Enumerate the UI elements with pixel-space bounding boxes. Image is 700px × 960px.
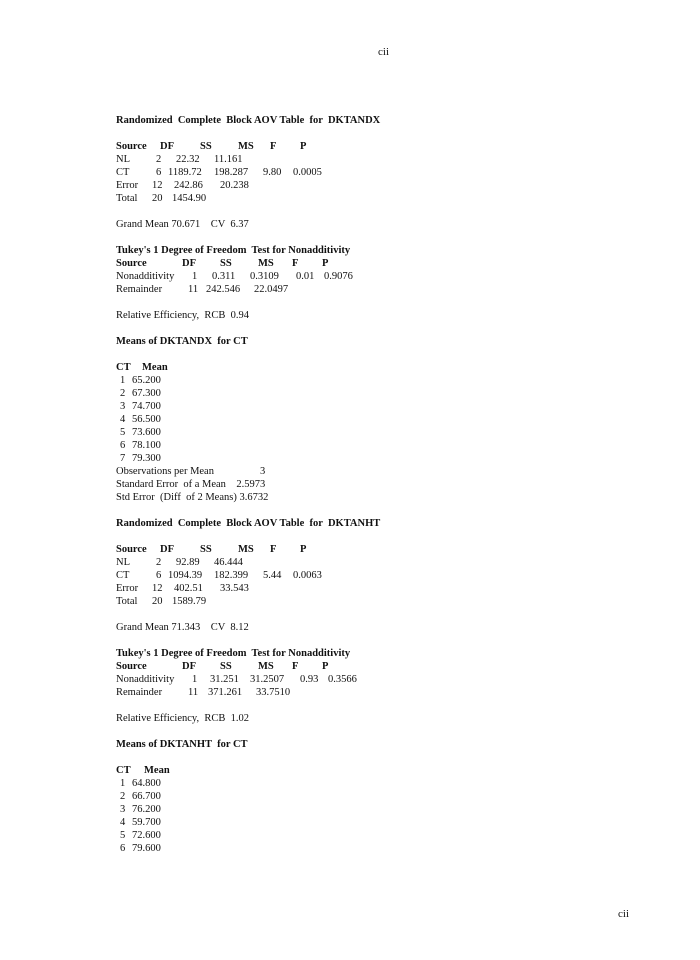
grand-mean: Grand Mean 70.671 CV 6.37 bbox=[116, 219, 249, 230]
means-row bbox=[116, 439, 636, 452]
tukey-cell: 22.0497 bbox=[254, 284, 289, 295]
aov-cell: 1454.90 bbox=[172, 193, 207, 204]
aov-header-cell: P bbox=[300, 544, 307, 555]
aov-cell: 182.399 bbox=[214, 570, 249, 581]
tukey-cell: Remainder bbox=[116, 284, 163, 295]
aov-header-cell: DF bbox=[160, 141, 174, 152]
relative-efficiency: Relative Efficiency, RCB 1.02 bbox=[116, 713, 249, 724]
aov-title: Randomized Complete Block AOV Table for DKTANHT bbox=[116, 518, 381, 529]
obs-per-mean-label: Observations per Mean bbox=[116, 466, 214, 477]
aov-cell: 402.51 bbox=[174, 583, 203, 594]
means-cell: 2 bbox=[120, 791, 126, 802]
means-cell: 67.300 bbox=[132, 388, 161, 399]
aov-cell: 92.89 bbox=[176, 557, 200, 568]
means-cell: 78.100 bbox=[132, 440, 161, 451]
aov-cell: 1589.79 bbox=[172, 596, 207, 607]
aov-row bbox=[116, 153, 636, 166]
means-cell: 76.200 bbox=[132, 804, 161, 815]
means-row bbox=[116, 413, 636, 426]
aov-row bbox=[116, 192, 636, 205]
means-cell: 1 bbox=[120, 778, 126, 789]
aov-header-row bbox=[116, 543, 636, 556]
tukey-cell: 31.2507 bbox=[250, 674, 285, 685]
means-cell: 79.600 bbox=[132, 843, 161, 854]
aov-header-cell: Source bbox=[116, 544, 147, 555]
means-cell: 65.200 bbox=[132, 375, 161, 386]
means-row bbox=[116, 842, 636, 855]
aov-row bbox=[116, 582, 636, 595]
tukey-cell: 0.3109 bbox=[250, 271, 279, 282]
tukey-header-cell: Source bbox=[116, 661, 147, 672]
means-cell: 3 bbox=[120, 401, 126, 412]
tukey-header-cell: P bbox=[322, 258, 329, 269]
tukey-cell: 31.251 bbox=[210, 674, 239, 685]
tukey-header-cell: DF bbox=[182, 661, 196, 672]
means-cell: 1 bbox=[120, 375, 126, 386]
means-title: Means of DKTANDX for CT bbox=[116, 336, 248, 347]
aov-cell: 20.238 bbox=[220, 180, 249, 191]
aov-row bbox=[116, 556, 636, 569]
tukey-cell: 33.7510 bbox=[256, 687, 291, 698]
aov-header-cell: P bbox=[300, 141, 307, 152]
tukey-header-cell: MS bbox=[258, 258, 274, 269]
aov-cell: 6 bbox=[156, 167, 162, 178]
aov-cell: 20 bbox=[152, 193, 163, 204]
aov-cell: Error bbox=[116, 583, 139, 594]
aov-cell: 0.0063 bbox=[293, 570, 322, 581]
aov-cell: 1094.39 bbox=[168, 570, 203, 581]
tukey-header-row bbox=[116, 660, 636, 673]
means-header-cell: Mean bbox=[144, 765, 170, 776]
tukey-cell: 0.01 bbox=[296, 271, 315, 282]
means-cell: 59.700 bbox=[132, 817, 161, 828]
means-cell: 66.700 bbox=[132, 791, 161, 802]
tukey-cell: 0.3566 bbox=[328, 674, 357, 685]
aov-header-cell: MS bbox=[238, 544, 254, 555]
means-cell: 6 bbox=[120, 440, 126, 451]
means-cell: 64.800 bbox=[132, 778, 161, 789]
relative-efficiency: Relative Efficiency, RCB 0.94 bbox=[116, 310, 249, 321]
means-row bbox=[116, 816, 636, 829]
tukey-row bbox=[116, 283, 636, 296]
aov-cell: CT bbox=[116, 167, 130, 178]
means-header-cell: Mean bbox=[142, 362, 168, 373]
aov-cell: Total bbox=[116, 596, 138, 607]
means-cell: 72.600 bbox=[132, 830, 161, 841]
aov-cell: Total bbox=[116, 193, 138, 204]
tukey-header-cell: F bbox=[292, 661, 299, 672]
means-title: Means of DKTANHT for CT bbox=[116, 739, 248, 750]
means-row bbox=[116, 452, 636, 465]
means-cell: 3 bbox=[120, 804, 126, 815]
tukey-row bbox=[116, 686, 636, 699]
means-row bbox=[116, 790, 636, 803]
aov-title: Randomized Complete Block AOV Table for DKTANDX bbox=[116, 115, 381, 126]
tukey-title: Tukey's 1 Degree of Freedom Test for Nonadditivity bbox=[116, 245, 351, 256]
aov-cell: 12 bbox=[152, 180, 163, 191]
aov-row bbox=[116, 569, 636, 582]
tukey-header-cell: SS bbox=[220, 661, 232, 672]
tukey-cell: 1 bbox=[192, 674, 198, 685]
tukey-cell: Nonadditivity bbox=[116, 271, 175, 282]
aov-cell: NL bbox=[116, 154, 130, 165]
tukey-cell: Remainder bbox=[116, 687, 163, 698]
means-cell: 5 bbox=[120, 427, 126, 438]
aov-cell: 2 bbox=[156, 154, 162, 165]
section-dktanht bbox=[116, 517, 636, 855]
means-cell: 73.600 bbox=[132, 427, 161, 438]
tukey-header-cell: F bbox=[292, 258, 299, 269]
aov-header-cell: MS bbox=[238, 141, 254, 152]
aov-header-cell: F bbox=[270, 544, 277, 555]
tukey-title: Tukey's 1 Degree of Freedom Test for Nonadditivity bbox=[116, 648, 351, 659]
means-header-row bbox=[116, 764, 636, 777]
means-row bbox=[116, 426, 636, 439]
means-cell: 4 bbox=[120, 817, 126, 828]
means-cell: 2 bbox=[120, 388, 126, 399]
aov-cell: 33.543 bbox=[220, 583, 249, 594]
std-error: Standard Error of a Mean 2.5973 bbox=[116, 479, 266, 490]
means-row bbox=[116, 400, 636, 413]
means-header-cell: CT bbox=[116, 362, 131, 373]
tukey-cell: 371.261 bbox=[208, 687, 243, 698]
means-cell: 5 bbox=[120, 830, 126, 841]
tukey-cell: Nonadditivity bbox=[116, 674, 175, 685]
tukey-cell: 242.546 bbox=[206, 284, 241, 295]
tukey-cell: 11 bbox=[188, 687, 199, 698]
aov-cell: NL bbox=[116, 557, 130, 568]
aov-row bbox=[116, 595, 636, 608]
aov-cell: CT bbox=[116, 570, 130, 581]
aov-cell: 198.287 bbox=[214, 167, 249, 178]
means-row bbox=[116, 387, 636, 400]
means-cell: 6 bbox=[120, 843, 126, 854]
tukey-row bbox=[116, 270, 636, 283]
aov-cell: 22.32 bbox=[176, 154, 200, 165]
means-header-row bbox=[116, 361, 636, 374]
aov-cell: 12 bbox=[152, 583, 163, 594]
means-row bbox=[116, 803, 636, 816]
tukey-cell: 0.93 bbox=[300, 674, 319, 685]
means-row bbox=[116, 777, 636, 790]
means-row bbox=[116, 374, 636, 387]
std-error-diff: Std Error (Diff of 2 Means) 3.6732 bbox=[116, 492, 269, 503]
grand-mean: Grand Mean 71.343 CV 8.12 bbox=[116, 622, 249, 633]
obs-per-mean-value: 3 bbox=[260, 466, 266, 477]
means-cell: 7 bbox=[120, 453, 126, 464]
aov-header-cell: DF bbox=[160, 544, 174, 555]
aov-row bbox=[116, 166, 636, 179]
aov-row bbox=[116, 179, 636, 192]
aov-header-row bbox=[116, 140, 636, 153]
aov-cell: 242.86 bbox=[174, 180, 203, 191]
means-cell: 4 bbox=[120, 414, 126, 425]
section-dktandx bbox=[116, 114, 636, 504]
tukey-header-cell: MS bbox=[258, 661, 274, 672]
means-header-cell: CT bbox=[116, 765, 131, 776]
aov-cell: 0.0005 bbox=[293, 167, 322, 178]
aov-header-cell: SS bbox=[200, 141, 212, 152]
tukey-cell: 11 bbox=[188, 284, 199, 295]
aov-cell: 9.80 bbox=[263, 167, 282, 178]
aov-cell: 46.444 bbox=[214, 557, 243, 568]
aov-header-cell: F bbox=[270, 141, 277, 152]
aov-cell: 20 bbox=[152, 596, 163, 607]
page-number-bottom: cii bbox=[618, 908, 629, 920]
tukey-cell: 0.9076 bbox=[324, 271, 353, 282]
document-content bbox=[116, 114, 636, 855]
aov-header-cell: SS bbox=[200, 544, 212, 555]
means-cell: 74.700 bbox=[132, 401, 161, 412]
obs-per-mean-row bbox=[116, 465, 636, 478]
means-cell: 79.300 bbox=[132, 453, 161, 464]
aov-cell: 1189.72 bbox=[168, 167, 202, 178]
tukey-header-cell: P bbox=[322, 661, 329, 672]
aov-cell: Error bbox=[116, 180, 139, 191]
tukey-cell: 0.311 bbox=[212, 271, 236, 282]
tukey-header-row bbox=[116, 257, 636, 270]
means-cell: 56.500 bbox=[132, 414, 161, 425]
means-row bbox=[116, 829, 636, 842]
aov-cell: 2 bbox=[156, 557, 162, 568]
aov-cell: 6 bbox=[156, 570, 162, 581]
page-number-top: cii bbox=[378, 46, 389, 58]
tukey-header-cell: DF bbox=[182, 258, 196, 269]
aov-header-cell: Source bbox=[116, 141, 147, 152]
tukey-cell: 1 bbox=[192, 271, 198, 282]
tukey-header-cell: Source bbox=[116, 258, 147, 269]
tukey-row bbox=[116, 673, 636, 686]
aov-cell: 11.161 bbox=[214, 154, 243, 165]
tukey-header-cell: SS bbox=[220, 258, 232, 269]
aov-cell: 5.44 bbox=[263, 570, 282, 581]
